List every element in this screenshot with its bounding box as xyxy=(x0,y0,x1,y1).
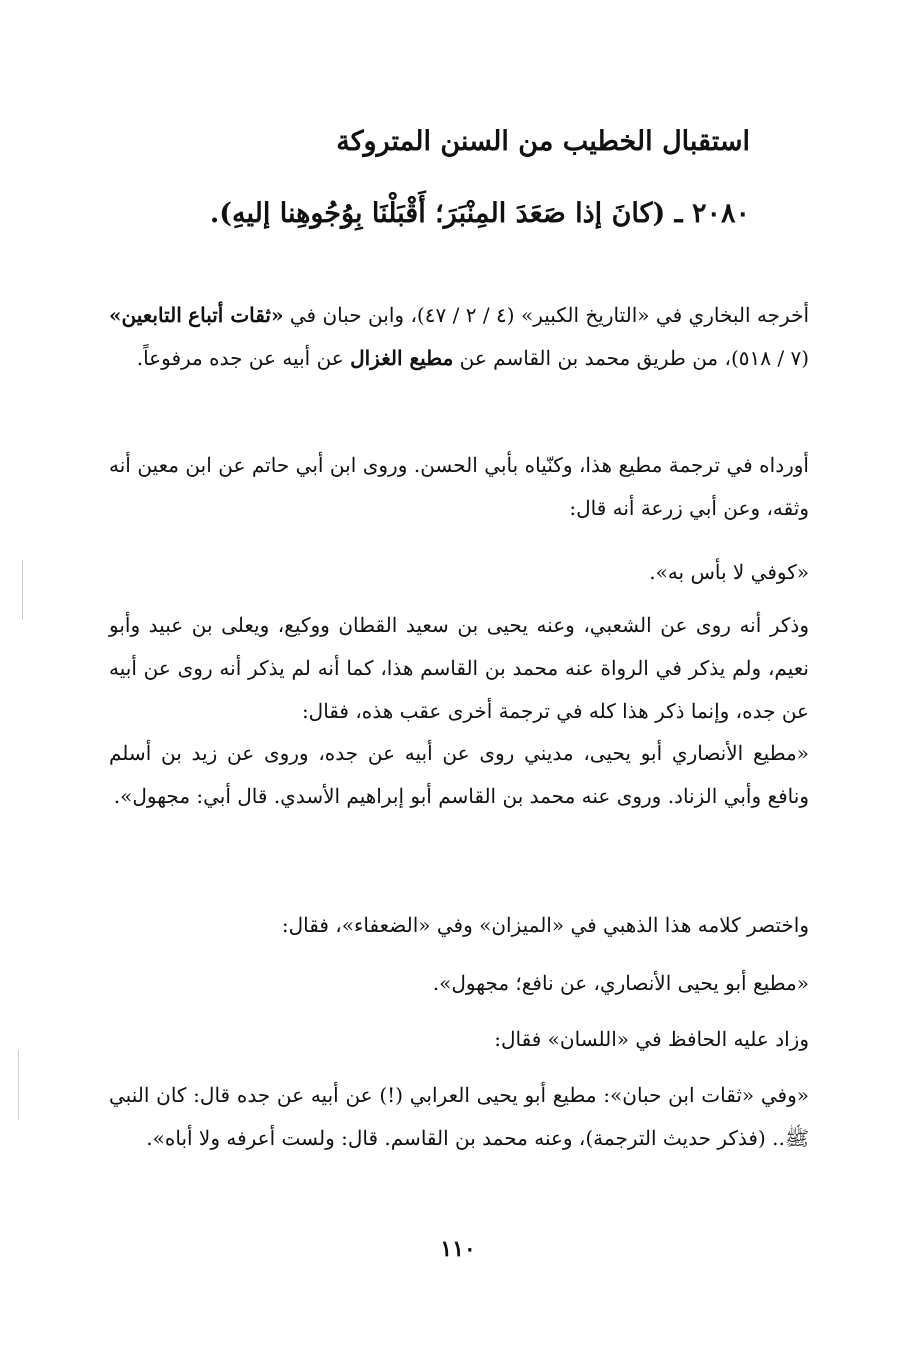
section-heading: استقبال الخطيب من السنن المتروكة xyxy=(336,126,750,157)
takhrij-text: أخرجه البخاري في «التاريخ الكبير» (٤ / ٢ / ٤٧)، وابن حبان في xyxy=(283,303,809,327)
paragraph-dhahabi: واختصر كلامه هذا الذهبي في «الميزان» وفي «الضعفاء»، فقال: xyxy=(281,913,809,937)
takhrij-text-end: عن أبيه عن جده مرفوعاً. xyxy=(136,346,351,370)
quote-abu-zura: «كوفي لا بأس به». xyxy=(649,560,809,584)
paragraph-lisan: وزاد عليه الحافظ في «اللسان» فقال: xyxy=(494,1027,809,1051)
quote-abu-hatim: «مطيع الأنصاري أبو يحيى، مديني روى عن أبيه عن جده، وروى عن زيد بن أسلم ونافع وأبي الزناد. وروى عنه محمد بن القاسم أبو إبراهيم الأسدي. قال أبي: مجهول». xyxy=(109,741,809,808)
quote-mizan: «مطيع أبو يحيى الأنصاري، عن نافع؛ مجهول». xyxy=(432,971,809,995)
paragraph-takhrij xyxy=(109,294,809,380)
paragraph-narrators: وذكر أنه روى عن الشعبي، وعنه يحيى بن سعيد القطان ووكيع، ويعلى بن عبيد وأبو نعيم، ولم يذكر في الرواة عنه محمد بن القاسم هذا، كما أنه لم يذكر أنه روى عن أبيه عن جده، وإنما ذكر هذا كله في ترجمة أخرى عقب هذه، فقال: xyxy=(109,613,809,723)
source-title-bold: «ثقات أتباع xyxy=(188,303,284,327)
narrator-name-bold: مطيع الغزال xyxy=(350,346,454,370)
scan-edge-line xyxy=(22,560,23,620)
paragraph-tarjama: أورداه في ترجمة مطيع هذا، وكنّياه بأبي الحسن. وروى ابن أبي حاتم عن ابن معين أنه وثقه، وعن أبي زرعة أنه قال: xyxy=(109,453,809,520)
source-title-bold-cont: التابعين» xyxy=(109,303,182,327)
hadith-text: ٢٠٨٠ ـ (كانَ إذا صَعَدَ المِنْبَرَ؛ أَقْبَلْنَا بِوُجُوهِنا إليهِ). xyxy=(209,198,750,229)
page-number: ١١٠ xyxy=(440,1236,476,1262)
takhrij-text-cont: (٧ / ٥١٨)، من طريق محمد بن القاسم عن xyxy=(453,346,809,370)
quote-lisan: «وفي «ثقات ابن حبان»: مطيع أبو يحيى العرابي (!) عن أبيه عن جده قال: كان النبي ﷺ.. (فذكر حديث الترجمة)، وعنه محمد بن القاسم. قال: ولست أعرفه ولا أباه». xyxy=(109,1083,809,1150)
scan-edge-line xyxy=(18,1050,19,1120)
